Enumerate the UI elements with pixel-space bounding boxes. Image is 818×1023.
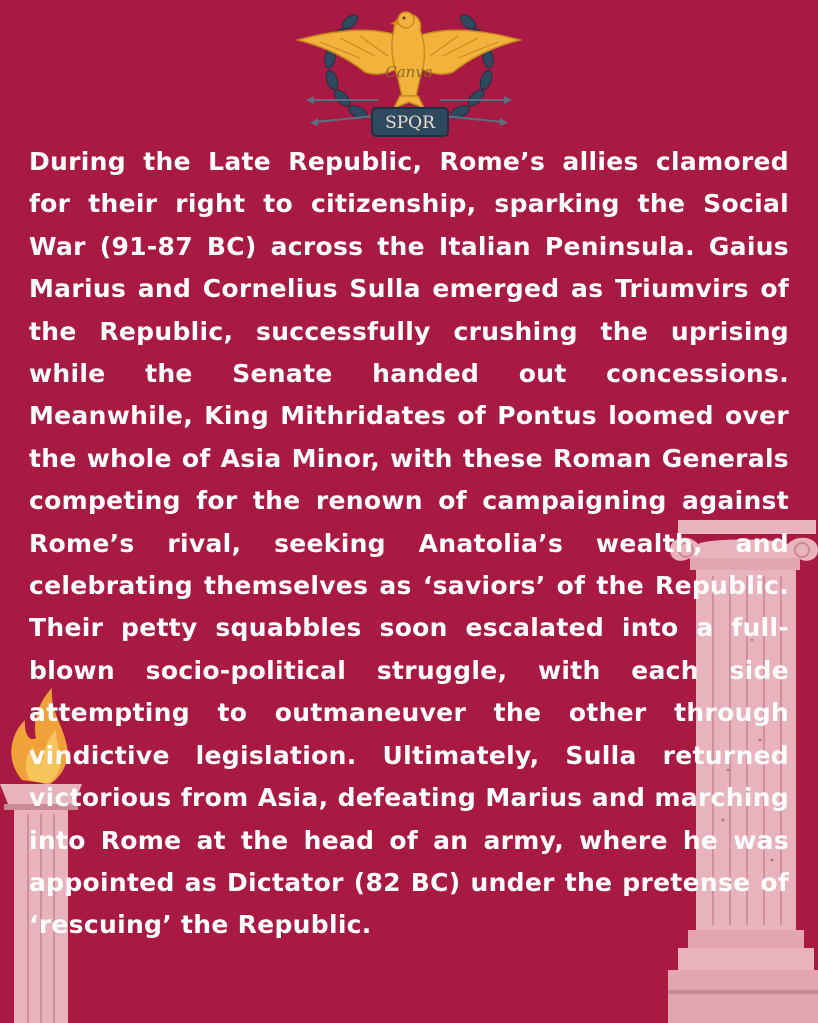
roman-eagle-icon xyxy=(290,0,528,145)
canva-watermark: Canva xyxy=(385,63,433,81)
spqr-banner: SPQR xyxy=(385,113,435,133)
body-paragraph: During the Late Republic, Rome’s allies clamored for their right to citizenship, sparking the Social War (91-87 BC) across the Italian Peninsula. Gaius Marius and Cornelius Sulla emerged as Triumvirs of the Republic, successfully crushing the uprising while the Senate handed out concessions. Meanwhile, King Mithridates of Pontus loomed over the whole of Asia Minor, with these Roman Generals competing for the renown of campaigning against Rome’s rival, seeking Anatolia’s wealth, and celebrating themselves as ‘saviors’ of the Republic. Their petty squabbles soon escalated into a full-blown socio-political struggle, with each side attempting to outmaneuver the other through vindictive legislation. Ultimately, Sulla returned victorious from Asia, defeating Marius and marching into Rome at the head of an army, where he was appointed as Dictator (82 BC) under the pretense of ‘rescuing’ the Republic. xyxy=(29,147,789,940)
